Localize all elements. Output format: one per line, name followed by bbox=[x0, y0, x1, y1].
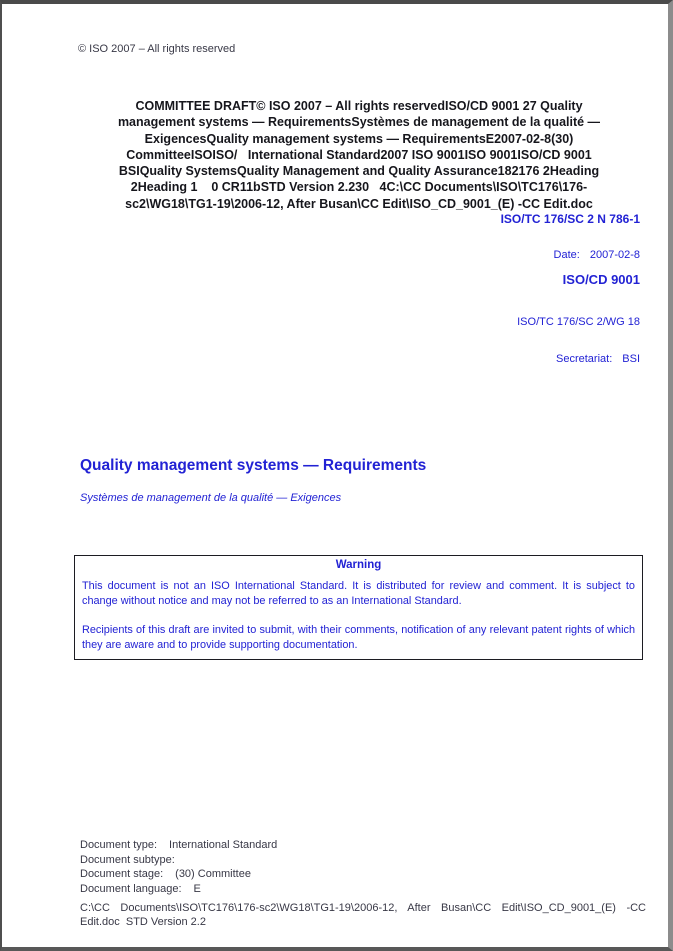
info-row-subtype bbox=[80, 853, 500, 868]
info-row-stage bbox=[80, 867, 500, 882]
date-row bbox=[78, 237, 640, 273]
date-value: 2007-02-8 bbox=[589, 249, 640, 261]
info-label: Document language: bbox=[80, 882, 182, 895]
committee-name: ISO/TC 176/SC 2/WG 18 bbox=[517, 316, 640, 328]
draft-header-line: 2Heading 1 0 CR11bSTD Version 2.230 4C:\CC Documents\ISO\TC176\176- bbox=[130, 180, 588, 195]
warning-paragraph: Recipients of this draft are invited to submit, with their comments, notification of any relevant patent rights of which they are aware and to provide supporting documentation. bbox=[82, 624, 635, 651]
file-path-footer: C:\CC Documents\ISO\TC176\176-sc2\WG18\TG1-19\2006-12, After Busan\CC Edit\ISO_CD_9001_(E) -CC Edit.doc STD Version 2.2 bbox=[80, 902, 650, 928]
draft-header-block bbox=[78, 98, 640, 212]
subtitle-french: Systèmes de management de la qualité — Exigences bbox=[80, 492, 342, 504]
info-value: E bbox=[193, 882, 201, 895]
info-label: Document subtype: bbox=[80, 853, 175, 866]
draft-header-line: management systems — RequirementsSystèmes de management de la qualité — bbox=[117, 115, 601, 130]
date-label: Date: bbox=[553, 249, 580, 261]
document-code: ISO/CD 9001 bbox=[562, 272, 640, 287]
info-row-language bbox=[80, 882, 500, 897]
draft-header-line: sc2\WG18\TG1-19\2006-12, After Busan\CC Edit\ISO_CD_9001_(E) -CC Edit.doc bbox=[125, 196, 593, 211]
warning-box bbox=[74, 555, 643, 660]
secretariat-value: BSI bbox=[622, 353, 640, 365]
main-title: Quality management systems — Requirements bbox=[80, 457, 427, 474]
info-value: International Standard bbox=[169, 839, 278, 851]
draft-header-line: COMMITTEE DRAFT© ISO 2007 – All rights reservedISO/CD 9001 27 Quality bbox=[135, 99, 583, 113]
info-label: Document type: bbox=[80, 839, 158, 851]
info-label: Document stage: bbox=[80, 868, 164, 881]
committee-reference: ISO/TC 176/SC 2 N 786-1 bbox=[500, 212, 640, 226]
secretariat-label: Secretariat: bbox=[556, 353, 613, 365]
draft-header-line: ExigencesQuality management systems — RequirementsE2007-02-8(30) bbox=[144, 131, 574, 146]
secretariat-row bbox=[78, 341, 640, 377]
draft-header-line: BSIQuality SystemsQuality Management and Quality Assurance182176 2Heading bbox=[118, 164, 600, 179]
draft-header-line: CommitteeISOISO/ International Standard2007 ISO 9001ISO 9001ISO/CD 9001 bbox=[126, 147, 592, 162]
warning-paragraph: This document is not an ISO International Standard. It is distributed for review and comment. It is subject to change without notice and may not be referred to as an International Standard. bbox=[82, 580, 635, 607]
document-info bbox=[80, 838, 500, 896]
copyright-notice: © ISO 2007 – All rights reserved bbox=[78, 43, 236, 55]
info-value: (30) Committee bbox=[175, 868, 251, 881]
info-row-type bbox=[80, 838, 500, 853]
warning-title: Warning bbox=[335, 559, 382, 571]
